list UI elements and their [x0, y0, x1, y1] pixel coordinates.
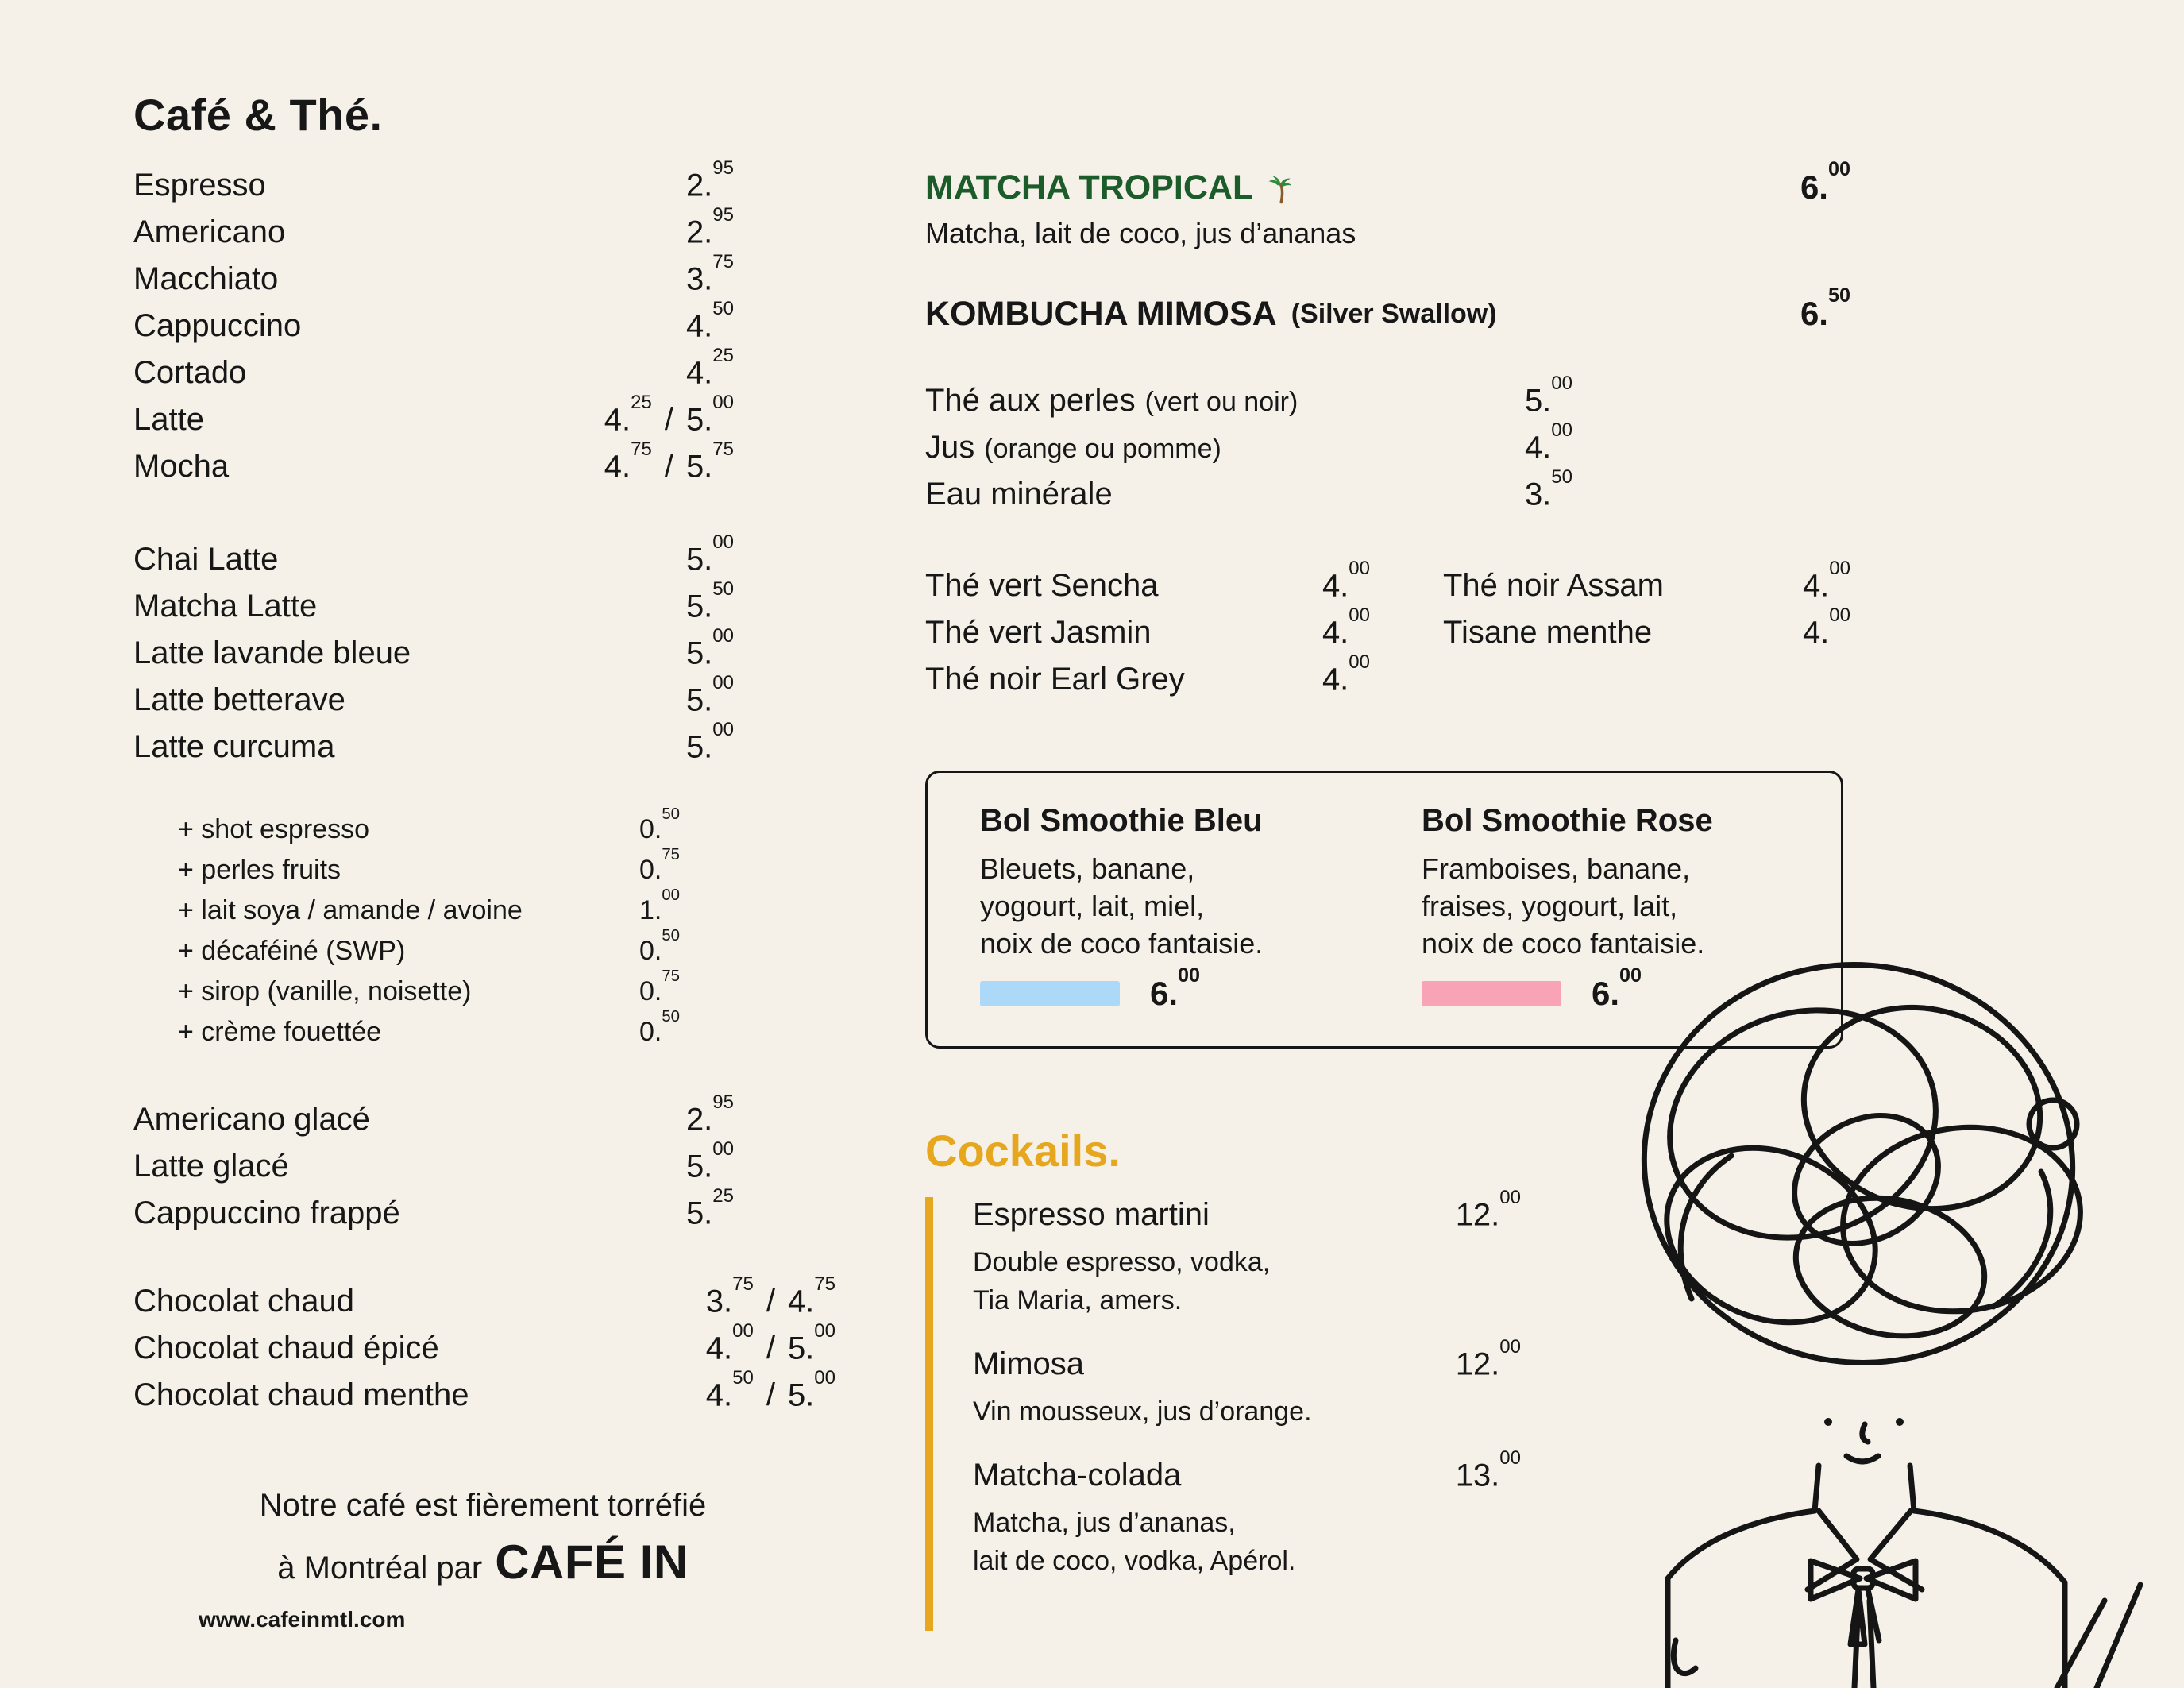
item-name: Jus	[925, 430, 975, 465]
price-value: 1.00	[639, 886, 680, 925]
roaster-credit-prefix: à Montréal par	[277, 1551, 483, 1586]
price-value: 4.50	[685, 297, 734, 344]
item-price: 4.00	[1524, 419, 1572, 465]
price-value: 5.50	[685, 577, 734, 624]
item-price	[685, 577, 734, 624]
item-name: Matcha Latte	[133, 589, 318, 624]
palm-tree-icon	[1266, 172, 1299, 205]
cocktail-head	[973, 1447, 1521, 1502]
menu-item	[133, 718, 835, 776]
item-name: Thé noir Earl Grey	[925, 662, 1185, 697]
item-price	[685, 156, 734, 203]
item-price: 6.00	[1800, 158, 1850, 206]
item-price	[685, 671, 734, 718]
addon-item	[133, 846, 835, 895]
feature-name-wrap	[925, 295, 1497, 334]
item-description: Tia Maria, amers.	[973, 1285, 1183, 1315]
price-separator: /	[766, 1377, 775, 1413]
cocktail-item	[973, 1186, 1561, 1318]
feature-note: (Silver Swallow)	[1291, 299, 1497, 329]
tea-column-2	[1443, 557, 1850, 709]
menu-item	[925, 557, 1370, 615]
item-name: Espresso martini	[973, 1197, 1210, 1233]
feature-name: MATCHA TROPICAL	[925, 168, 1254, 207]
price-separator: /	[766, 1284, 775, 1319]
item-name: Macchiato	[133, 261, 279, 297]
roaster-brand: CAFÉ IN	[495, 1535, 689, 1589]
item-name: + décaféiné (SWP)	[178, 936, 406, 966]
smoothie-ingredients: noix de coco fantaisie.	[1422, 927, 1705, 960]
item-name: Cortado	[133, 355, 247, 391]
price-value: 4.25	[685, 344, 734, 391]
chocolat-list	[133, 1273, 835, 1424]
item-price: 13.00	[1455, 1447, 1521, 1493]
item-price	[604, 438, 734, 485]
item-description: Vin mousseux, jus d’orange.	[973, 1396, 1312, 1427]
item-name: + crème fouettée	[178, 1017, 382, 1047]
item-description: Double espresso, vodka,	[973, 1247, 1271, 1277]
item-name: Mocha	[133, 449, 230, 485]
matcha-tropical-item	[925, 158, 1850, 250]
item-price	[705, 1319, 835, 1366]
tea-grid	[925, 557, 1850, 709]
tea-column-1	[925, 557, 1370, 709]
feature-row	[925, 158, 1850, 207]
item-price	[639, 805, 680, 845]
roaster-credit-line2	[157, 1535, 808, 1590]
item-price: 12.00	[1455, 1335, 1521, 1382]
addon-list	[133, 805, 835, 1057]
cocktail-head	[973, 1186, 1521, 1242]
smoothie-ingredients: yogourt, lait, miel,	[980, 890, 1205, 922]
item-name: Americano glacé	[133, 1102, 370, 1138]
latte-list	[133, 531, 835, 776]
addon-item	[133, 886, 835, 936]
item-description: Matcha, jus d’ananas,	[973, 1508, 1236, 1538]
item-price	[705, 1273, 835, 1319]
smoothie-ingredients: Bleuets, banane,	[980, 852, 1195, 885]
price-value: 5.00	[685, 671, 734, 718]
smoothie-bleu	[980, 803, 1369, 1013]
price-value: 5.25	[685, 1184, 734, 1231]
item-price: 4.00	[1322, 651, 1370, 697]
item-price	[639, 1008, 680, 1048]
item-price	[685, 1184, 734, 1231]
item-name: Thé vert Jasmin	[925, 615, 1152, 651]
item-description: lait de coco, vodka, Apérol.	[973, 1546, 1296, 1576]
item-name: + sirop (vanille, noisette)	[178, 976, 472, 1006]
coffee-list	[133, 156, 835, 496]
item-name: Thé vert Sencha	[925, 568, 1159, 604]
item-price: 4.00	[1322, 604, 1370, 651]
item-description: Matcha, lait de coco, jus d’ananas	[925, 217, 1356, 249]
smoothie-ingredients: Framboises, banane,	[1422, 852, 1691, 885]
price-value: 3.75	[705, 1273, 754, 1319]
price-value: 5.00	[685, 531, 734, 577]
item-name: Thé noir Assam	[1443, 568, 1664, 604]
menu-item	[133, 1273, 835, 1331]
item-name: Latte	[133, 402, 204, 438]
item-price	[685, 203, 734, 250]
menu-item	[133, 1184, 835, 1242]
feature-name: KOMBUCHA MIMOSA	[925, 295, 1277, 333]
cocktails-title: Cockails.	[925, 1126, 1121, 1176]
page-title: Café & Thé.	[133, 90, 383, 140]
roaster-credit-line1: Notre café est fièrement torréfié	[259, 1488, 707, 1523]
item-price	[685, 297, 734, 344]
item-name: Matcha-colada	[973, 1458, 1182, 1493]
addon-item	[133, 968, 835, 1017]
item-name: Latte lavande bleue	[133, 635, 411, 671]
item-name: Chai Latte	[133, 542, 279, 577]
cocktail-head	[973, 1335, 1521, 1391]
item-name: + shot espresso	[178, 814, 369, 844]
addon-item	[133, 1008, 835, 1057]
price-value: 0.50	[639, 805, 680, 844]
item-name: Espresso	[133, 168, 266, 203]
price-value: 4.75	[604, 438, 652, 485]
price-value: 3.75	[685, 250, 734, 297]
cocktail-list	[925, 1186, 1561, 1631]
item-price: 3.50	[1524, 465, 1572, 512]
item-price	[604, 391, 734, 438]
item-name: + lait soya / amande / avoine	[178, 895, 523, 925]
addon-item	[133, 927, 835, 976]
item-name: Latte glacé	[133, 1149, 289, 1184]
smoothie-price-row	[980, 964, 1369, 1013]
item-price	[705, 1366, 835, 1413]
price-value: 4.75	[787, 1273, 835, 1319]
price-value: 5.00	[787, 1319, 835, 1366]
price-value: 0.50	[639, 927, 680, 966]
price-value: 5.00	[685, 624, 734, 671]
menu-item	[925, 604, 1370, 662]
addon-item	[133, 805, 835, 855]
cocktail-item	[973, 1447, 1561, 1578]
menu-item	[1443, 557, 1850, 615]
item-price	[685, 718, 734, 765]
item-price: 4.00	[1802, 604, 1850, 651]
iced-list	[133, 1091, 835, 1242]
item-name: Thé aux perles	[925, 383, 1136, 419]
menu-item	[133, 438, 835, 496]
price-value: 5.00	[787, 1366, 835, 1413]
item-name: Latte betterave	[133, 682, 345, 718]
price-value: 2.95	[685, 156, 734, 203]
item-price: 6.00	[1150, 964, 1201, 1012]
price-value: 5.00	[685, 391, 734, 438]
smoothie-ingredients: noix de coco fantaisie.	[980, 927, 1264, 960]
item-note: (orange ou pomme)	[984, 434, 1221, 465]
item-price	[639, 927, 680, 967]
price-value: 0.50	[639, 1008, 680, 1047]
cocktail-item	[973, 1335, 1561, 1429]
item-name: Cappuccino frappé	[133, 1196, 400, 1231]
feature-name-wrap	[925, 168, 1299, 207]
smoothie-title: Bol Smoothie Rose	[1422, 803, 1713, 838]
item-price: 4.00	[1802, 557, 1850, 604]
blue-color-swatch	[980, 981, 1120, 1006]
price-value: 0.75	[639, 846, 680, 885]
item-name: Eau minérale	[925, 477, 1113, 512]
kombucha-mimosa-item	[925, 284, 1850, 334]
menu-item	[925, 419, 1572, 477]
price-value: 4.25	[604, 391, 652, 438]
price-value: 2.95	[685, 1091, 734, 1138]
item-name: Latte curcuma	[133, 729, 335, 765]
scribble-person-illustration	[1549, 925, 2184, 1688]
item-price	[685, 624, 734, 671]
item-name: + perles fruits	[178, 855, 341, 885]
price-value: 0.75	[639, 968, 680, 1006]
price-separator: /	[766, 1331, 775, 1366]
item-name: Chocolat chaud menthe	[133, 1377, 469, 1413]
item-price	[639, 846, 680, 886]
item-price: 6.00	[1592, 964, 1642, 1012]
price-value: 5.75	[685, 438, 734, 485]
smoothie-title: Bol Smoothie Bleu	[980, 803, 1263, 838]
coffee-tea-section	[133, 89, 835, 1632]
item-name: Chocolat chaud épicé	[133, 1331, 439, 1366]
price-separator: /	[664, 449, 673, 485]
item-name: Americano	[133, 214, 286, 250]
menu-item	[133, 1319, 835, 1377]
item-price	[685, 344, 734, 391]
roaster-credit	[157, 1488, 808, 1632]
pink-color-swatch	[1422, 981, 1561, 1006]
price-value: 2.95	[685, 203, 734, 250]
item-price	[685, 1091, 734, 1138]
item-name: Chocolat chaud	[133, 1284, 354, 1319]
menu-item	[133, 1366, 835, 1424]
item-price: 5.00	[1524, 372, 1572, 419]
menu-item	[925, 465, 1572, 523]
menu-item	[1443, 604, 1850, 662]
item-note: (vert ou noir)	[1144, 387, 1298, 418]
item-price	[685, 250, 734, 297]
item-name: Mimosa	[973, 1346, 1085, 1382]
price-value: 5.00	[685, 1138, 734, 1184]
item-name: Tisane menthe	[1443, 615, 1653, 651]
price-separator: /	[664, 402, 673, 438]
smoothie-ingredients: fraises, yogourt, lait,	[1422, 890, 1678, 922]
item-price: 6.50	[1800, 284, 1850, 332]
price-value: 5.00	[685, 718, 734, 765]
item-price	[685, 1138, 734, 1184]
price-value: 4.00	[705, 1319, 754, 1366]
item-price	[685, 531, 734, 577]
drinks-list	[925, 372, 1572, 523]
item-price	[639, 968, 680, 1007]
roaster-url: www.cafeinmtl.com	[199, 1607, 406, 1632]
menu-item	[925, 372, 1572, 430]
price-value: 4.50	[705, 1366, 754, 1413]
item-price: 4.00	[1322, 557, 1370, 604]
item-price: 12.00	[1455, 1186, 1521, 1233]
menu-item	[925, 651, 1370, 709]
item-name: Cappuccino	[133, 308, 302, 344]
item-price	[639, 886, 680, 926]
